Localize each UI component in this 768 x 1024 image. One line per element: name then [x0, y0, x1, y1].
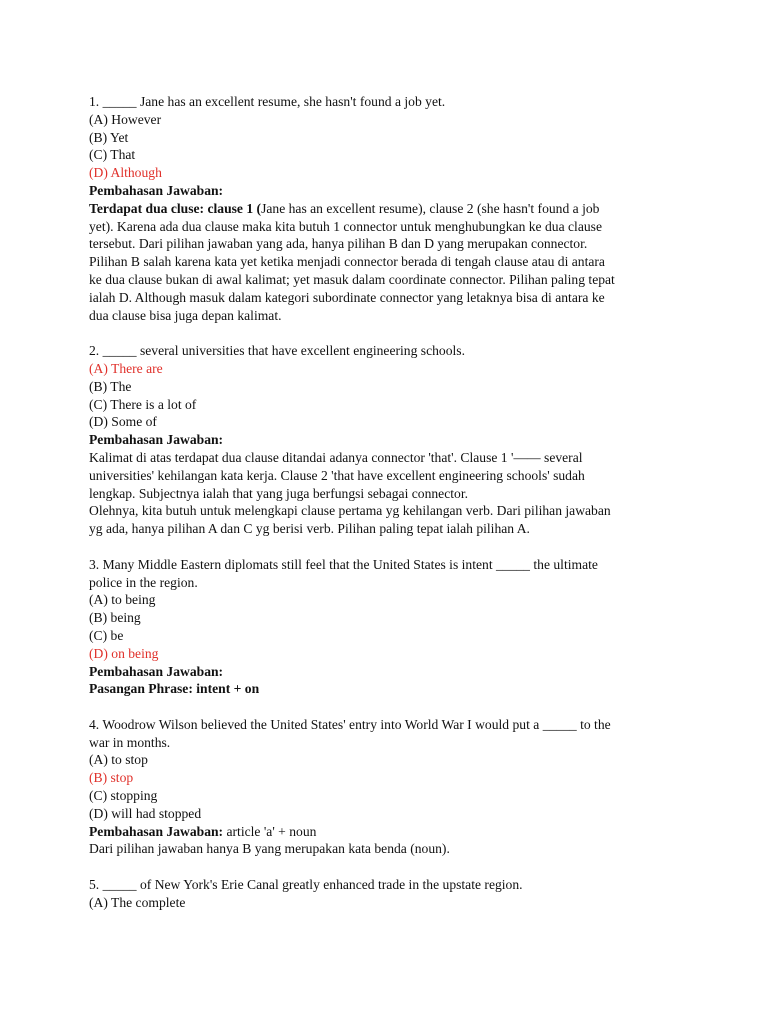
q1-explanation-bold: Terdapat dua cluse: clause 1 (: [89, 200, 262, 216]
q3-option-a: (A) to being: [89, 592, 156, 608]
question-4-text-line-1: 4. Woodrow Wilson believed the United States' entry into World War I would put a _____ to the: [89, 716, 611, 732]
q1-explanation-line-5: ke dua clause bukan di awal kalimat; yet masuk dalam coordinate connector. Pilihan paling tepat: [89, 271, 615, 287]
q2-option-b: (B) The: [89, 378, 132, 394]
q3-phrase-note: Pasangan Phrase: intent + on: [89, 681, 260, 697]
q2-explanation-line-1: Kalimat di atas terdapat dua clause ditandai adanya connector 'that'. Clause 1 '—— several: [89, 449, 583, 465]
q3-option-c: (C) be: [89, 627, 124, 643]
q1-explanation-line-2: yet). Karena ada dua clause maka kita butuh 1 connector untuk menghubungkan ke dua clause: [89, 218, 602, 234]
q4-option-a: (A) to stop: [89, 752, 148, 768]
q2-explanation-heading: Pembahasan Jawaban:: [89, 432, 224, 448]
spacer: [89, 324, 675, 342]
q2-option-d: (D) Some of: [89, 414, 157, 430]
q4-explanation-heading: Pembahasan Jawaban:: [89, 823, 224, 839]
question-4-text-line-2: war in months.: [89, 734, 171, 750]
q1-option-d-correct: (D) Although: [89, 165, 162, 181]
q1-explanation-line-4: Pilihan B salah karena kata yet ketika menjadi connector berada di tengah clause atau di antara: [89, 254, 605, 270]
question-3-text-line-2: police in the region.: [89, 574, 198, 590]
spacer: [89, 538, 675, 556]
q1-explanation-heading: Pembahasan Jawaban:: [89, 182, 224, 198]
q4-option-c: (C) stopping: [89, 788, 158, 804]
spacer: [89, 858, 675, 876]
q5-option-a: (A) The complete: [89, 894, 186, 910]
q4-option-d: (D) will had stopped: [89, 805, 202, 821]
q3-explanation-heading: Pembahasan Jawaban:: [89, 663, 224, 679]
q2-explanation-line-5: yg ada, hanya pilihan A dan C yg berisi verb. Pilihan paling tepat ialah pilihan A.: [89, 521, 530, 537]
q1-explanation-line-7: dua clause bisa juga depan kalimat.: [89, 307, 282, 323]
q2-explanation-line-2: universities' kehilangan kata kerja. Clause 2 'that have excellent engineering schools' sudah: [89, 467, 585, 483]
q4-explanation-heading-line: [89, 823, 675, 841]
spacer: [89, 698, 675, 716]
q1-explanation-line-1: [89, 200, 675, 218]
q2-option-a-correct: (A) There are: [89, 360, 163, 376]
q4-explanation-line-1: Dari pilihan jawaban hanya B yang merupakan kata benda (noun).: [89, 841, 450, 857]
question-2-text: 2. _____ several universities that have excellent engineering schools.: [89, 343, 465, 359]
q4-heading-tail: article 'a' + noun: [223, 823, 317, 839]
q4-option-b-correct: (B) stop: [89, 770, 134, 786]
question-3-text-line-1: 3. Many Middle Eastern diplomats still feel that the United States is intent _____ the ultimate: [89, 556, 598, 572]
q2-explanation-line-3: lengkap. Subjectnya ialah that yang juga berfungsi sebagai connector.: [89, 485, 468, 501]
q3-option-b: (B) being: [89, 610, 141, 626]
q1-explanation-line-3: tersebut. Dari pilihan jawaban yang ada, hanya pilihan B dan D yang merupakan connector.: [89, 236, 588, 252]
q1-explanation-text: Jane has an excellent resume), clause 2 (she hasn't found a job: [261, 200, 600, 216]
q2-explanation-line-4: Olehnya, kita butuh untuk melengkapi clause pertama yg kehilangan verb. Dari pilihan jawaban: [89, 503, 611, 519]
q1-explanation-line-6: ialah D. Although masuk dalam kategori subordinate connector yang letaknya bisa di antara ke: [89, 289, 605, 305]
q2-option-c: (C) There is a lot of: [89, 396, 197, 412]
q3-option-d-correct: (D) on being: [89, 645, 159, 661]
q1-option-b: (B) Yet: [89, 129, 129, 145]
q1-option-c: (C) That: [89, 147, 136, 163]
question-1-text: 1. _____ Jane has an excellent resume, she hasn't found a job yet.: [89, 94, 446, 109]
document-page: [89, 93, 675, 912]
q1-option-a: (A) However: [89, 111, 162, 127]
question-5-text: 5. _____ of New York's Erie Canal greatly enhanced trade in the upstate region.: [89, 877, 523, 893]
